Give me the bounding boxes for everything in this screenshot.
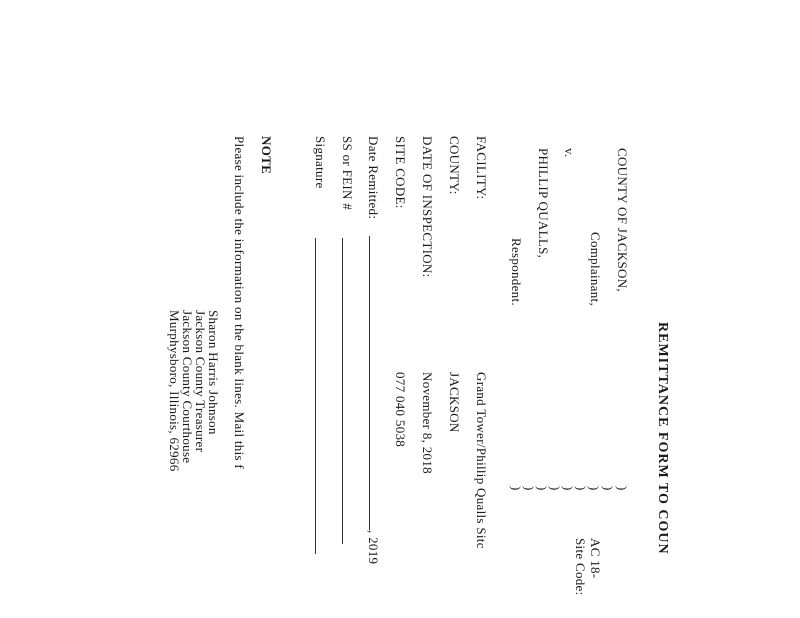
caption-paren: ) [561,486,576,491]
versus-text: v. [562,148,577,158]
address-line-3: Jackson County Courthouse [180,310,195,464]
date-remitted-year: , 2019 [366,530,381,565]
note-heading: NOTE [259,136,274,175]
county-value: JACKSON [447,372,462,433]
respondent-role: Respondent. [509,238,524,306]
address-line-4: Murphysboro, Illinois, 62966 [167,310,182,472]
caption-paren: ) [522,486,537,491]
complainant-name: COUNTY OF JACKSON, [615,148,630,292]
date-remitted-line[interactable] [369,236,370,530]
ss-fein-line[interactable] [342,238,343,544]
ss-fein-label: SS or FEIN # [340,136,355,211]
respondent-name: PHILLIP QUALLS, [536,148,551,259]
facility-value: Grand Tower/Phillip Qualls Sitc [474,372,489,549]
site-code-value: 077 040 5038 [393,372,408,448]
caption-paren: ) [535,486,550,491]
caption-paren: ) [587,486,602,491]
caption-paren: ) [548,486,563,491]
case-number: AC 18- [588,538,603,579]
caption-paren: ) [509,486,524,491]
note-text: Please include the information on the blank lines. Mail this f [232,136,247,470]
inspection-date-value: November 8, 2018 [420,372,435,474]
caption-paren: ) [615,486,630,491]
complainant-role: Complainant, [588,232,603,307]
signature-label: Signature [313,136,328,189]
date-remitted-label: Date Remitted: [366,136,381,220]
site-code-label: SITE CODE: [393,136,408,209]
signature-line[interactable] [315,238,316,554]
inspection-date-label: DATE OF INSPECTION: [420,136,435,278]
facility-label: FACILITY: [474,136,489,200]
address-line-2: Jackson County Treasurer [193,310,208,453]
caption-paren: ) [601,486,616,491]
form-title: REMITTANCE FORM TO COUN [655,322,670,555]
caption-paren: ) [574,486,589,491]
address-line-1: Sharon Harris Johnson [206,310,221,435]
caption-site-code-label: Site Code: [573,538,588,596]
county-label: COUNTY: [447,136,462,195]
